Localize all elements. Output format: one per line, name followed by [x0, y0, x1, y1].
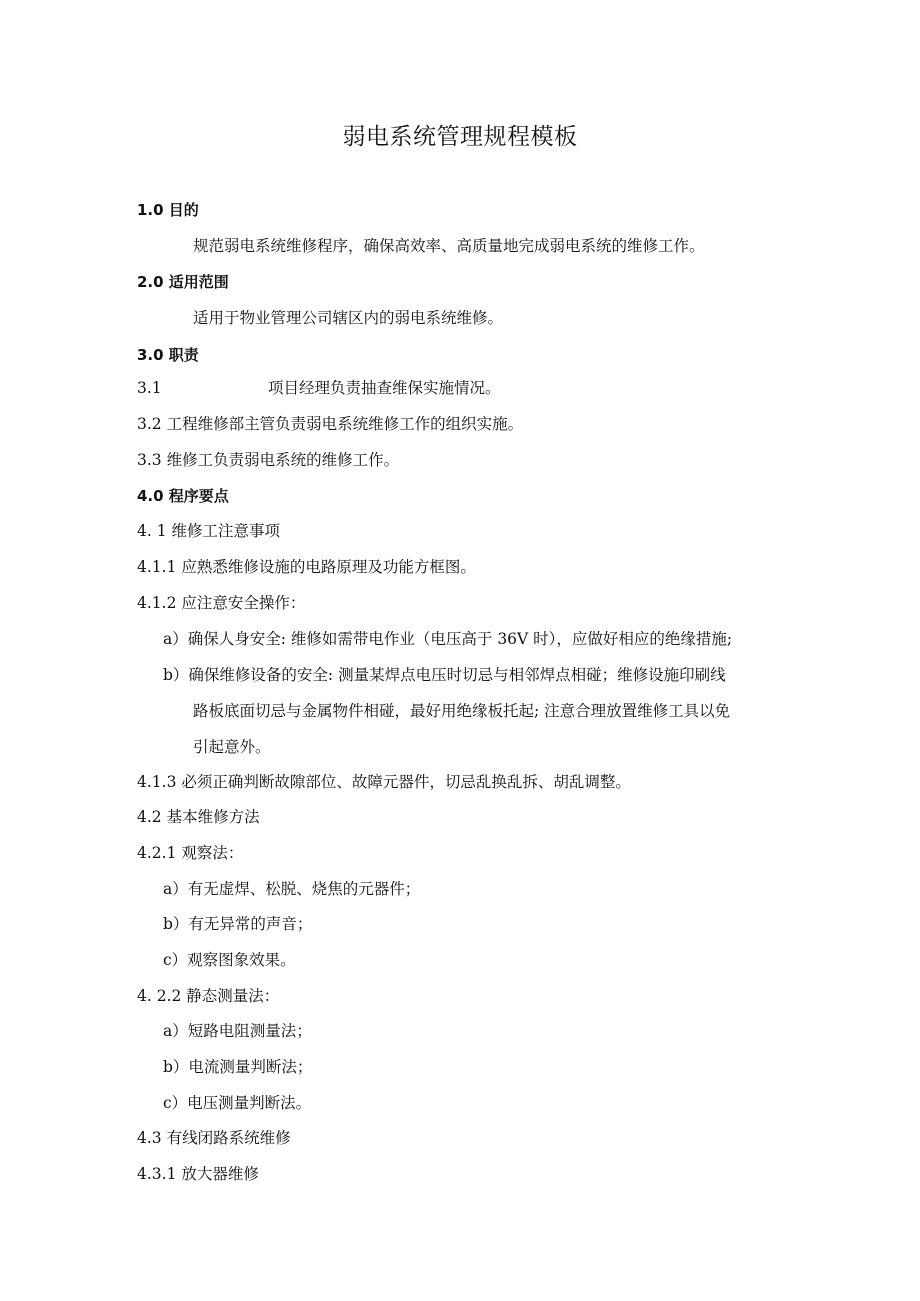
- line-4-2-1-c: c）观察图象效果。: [163, 951, 296, 969]
- line-4-2-2-b: b）电流测量判断法；: [163, 1058, 313, 1076]
- duty-item-3-2: 3.2 工程维修部主管负责弱电系统维修工作的组织实施。: [137, 415, 524, 433]
- scope-text: 适用于物业管理公司辖区内的弱电系统维修。: [193, 309, 504, 327]
- line-4-1-2-b-3: 引起意外。: [193, 738, 271, 756]
- section-heading-scope: 2.0 适用范围: [137, 273, 229, 291]
- line-4-2-2-c: c）电压测量判断法。: [163, 1094, 312, 1112]
- line-4-1-2-b-1: b）确保维修设备的安全: 测量某焊点电压时切忌与相邻焊点相碰；维修设施印刷线: [163, 666, 726, 684]
- line-4-1-2: 4.1.2 应注意安全操作：: [137, 594, 306, 612]
- line-4-2-1: 4.2.1 观察法：: [137, 844, 244, 862]
- line-4-2-2-a: a）短路电阻测量法；: [163, 1022, 312, 1040]
- duty-item-3-1: 项目经理负责抽查维保实施情况。: [268, 379, 501, 397]
- section-heading-purpose: 1.0 目的: [137, 201, 199, 219]
- line-4-3: 4.3 有线闭路系统维修: [137, 1129, 291, 1147]
- line-4-2: 4.2 基本维修方法: [137, 808, 260, 826]
- section-heading-procedure: 4.0 程序要点: [137, 487, 229, 505]
- section-heading-duties: 3.0 职责: [137, 346, 199, 364]
- line-4-2-1-a: a）有无虚焊、松脱、烧焦的元器件；: [163, 880, 421, 898]
- duty-item-3-3: 3.3 维修工负责弱电系统的维修工作。: [137, 451, 400, 469]
- line-4-2-2: 4. 2.2 静态测量法：: [137, 987, 280, 1005]
- line-4-1-1: 4.1.1 应熟悉维修设施的电路原理及功能方框图。: [137, 558, 476, 576]
- line-4-1-3: 4.1.3 必须正确判断故隙部位、故障元器件，切忌乱换乱拆、胡乱调整。: [137, 773, 631, 791]
- purpose-text: 规范弱电系统维修程序，确保高效率、高质量地完成弱电系统的维修工作。: [193, 237, 705, 255]
- line-4-1-2-a: a）确保人身安全: 维修如需带电作业（电压高于 36V 时），应做好相应的绝缘措施;: [163, 630, 733, 648]
- line-4-1: 4. 1 维修工注意事项: [137, 522, 281, 540]
- line-4-3-1: 4.3.1 放大器维修: [137, 1165, 259, 1183]
- duty-number-3-1: 3.1: [137, 379, 162, 397]
- line-4-2-1-b: b）有无异常的声音；: [163, 915, 313, 933]
- document-title: 弱电系统管理规程模板: [342, 124, 578, 150]
- line-4-1-2-b-2: 路板底面切忌与金属物件相碰，最好用绝缘板托起; 注意合理放置维修工具以免: [193, 702, 731, 720]
